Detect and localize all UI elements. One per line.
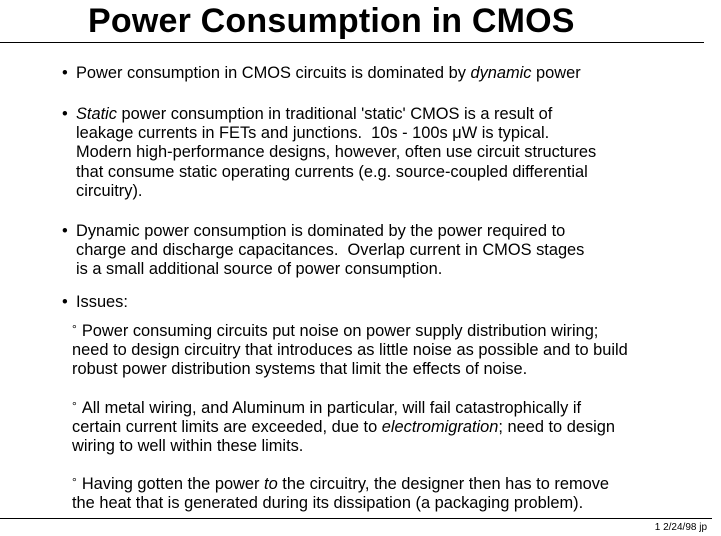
bullet-mark: • [62,64,68,82]
bullet-mark: • [62,293,68,311]
bullet1-text-post: power [531,64,581,82]
issue1-line2: need to design circuitry that introduces as little noise as possible and to build [72,341,628,360]
issue-noise [72,320,628,380]
bullet-text [76,222,584,280]
issue3-emphasis: to [264,475,278,493]
bullet2-line5: circuitry). [76,181,143,200]
bullet3-line3: is a small additional source of power consumption. [76,260,443,279]
slide-title: Power Consumption in CMOS [88,2,575,40]
bullet3-line2: charge and discharge capacitances. Overlap current in CMOS stages [76,241,585,260]
issue3-line1-pre: Having gotten the power [81,475,265,493]
issue2-line2-post: ; need to design [498,418,616,437]
slide-footer: 1 2/24/98 jp [654,522,707,533]
issue1-line1: Power consuming circuits put noise on power supply distribution wiring; [81,322,599,340]
title-divider [0,42,704,43]
bullet2-line1: power consumption in traditional 'static' CMOS is a result of [117,105,553,123]
degree-mark: ° [72,399,77,413]
issue-heat-removal [72,473,609,513]
issue2-emphasis: electromigration [381,418,499,437]
bullet1-text-pre: Power consumption in CMOS circuits is dominated by [76,64,471,82]
bullet-text: Issues: [76,293,128,311]
degree-mark: ° [72,475,77,489]
bullet2-line4: that consume static operating currents (e.g. source-coupled differential [76,162,588,181]
issue-electromigration [72,397,615,457]
bullet1-emphasis: dynamic [470,64,532,82]
issue2-line2-pre: certain current limits are exceeded, due to [72,418,382,437]
bullet-text [76,64,581,83]
issue3-line1-post: the circuitry, the designer then has to remove [277,475,610,493]
issue3-line2: the heat that is generated during its dissipation (a packaging problem). [72,494,584,513]
issue2-line1: All metal wiring, and Aluminum in particular, will fail catastrophically if [81,399,582,417]
issue2-line3: wiring to well within these limits. [72,437,304,456]
bullet2-line3: Modern high-performance designs, however, often use circuit structures [76,143,597,162]
bullet3-line1: Dynamic power consumption is dominated by the power required to [76,222,566,240]
bullet2-line2: leakage currents in FETs and junctions. 10s - 100s μW is typical. [76,124,550,143]
bullet-mark: • [62,222,68,240]
issue1-line3: robust power distribution systems that limit the effects of noise. [72,360,528,379]
bullet-mark: • [62,105,68,123]
bullet2-emphasis: Static [76,105,117,123]
degree-mark: ° [72,322,77,336]
bullet-text [76,105,596,201]
footer-divider [0,518,712,519]
